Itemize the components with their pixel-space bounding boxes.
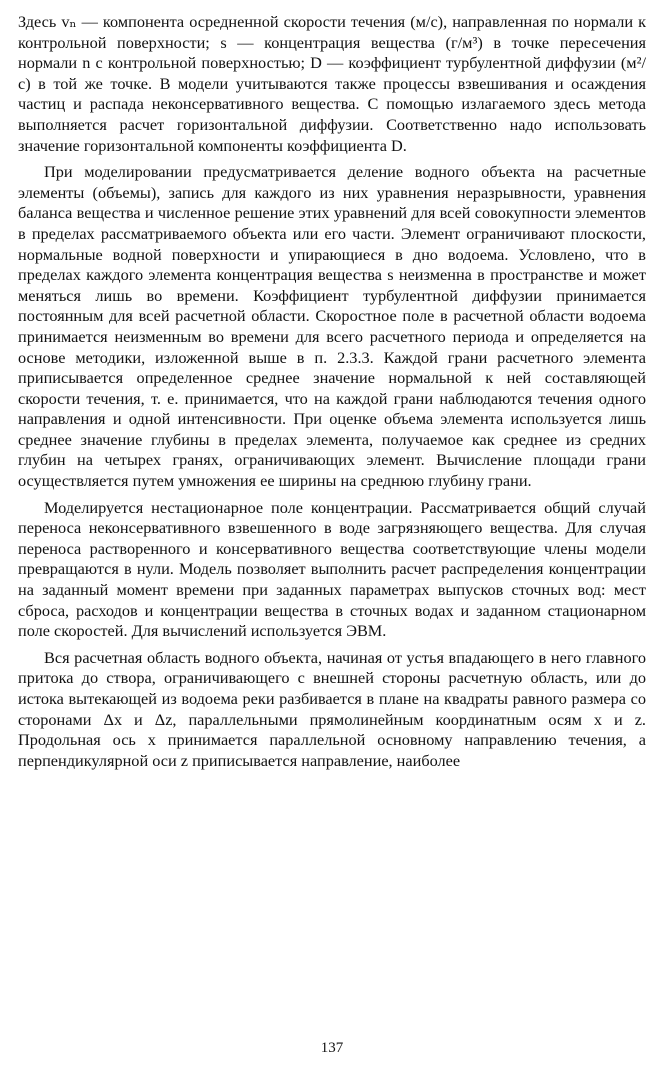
paragraph-3: Моделируется нестационарное поле концентрации. Рассматривается общий случай переноса неконсервативного взвешенного в воде загрязняющего вещества. Для случая переноса растворенного и консервативного вещества соответствующие члены модели превращаются в нули. Модель позволяет выполнить расчет распределения концентрации на заданный момент времени при заданных параметрах выпусков сточных вод: мест сброса, расходов и концентрации вещества в сточных водах и заданном стационарном поле скоростей. Для вычислений используется ЭВМ.	[18, 497, 646, 641]
paragraph-2: При моделировании предусматривается деление водного объекта на расчетные элементы (объемы), запись для каждого из них уравнения неразрывности, уравнения баланса вещества и численное решение этих уравнений для всей совокупности элементов в пределах рассматриваемого объекта или его части. Элемент ограничивают плоскости, нормальные водной поверхности и упирающиеся в дно водоема. Условлено, что в пределах каждого элемента концентрация вещества s неизменна в пространстве и может меняться лишь во времени. Коэффициент турбулентной диффузии принимается постоянным для всей расчетной области. Скоростное поле в расчетной области водоема принимается неизменным во времени для всего расчетного периода и определяется на основе методики, изложенной выше в п. 2.3.3. Каждой грани расчетного элемента приписывается определенное среднее значение нормальной к ней составляющей скорости течения, т. е. принимается, что на каждой грани наблюдаются течения одного направления и одной интенсивности. При оценке объема элемента используется лишь среднее значение глубины в пределах элемента, получаемое как среднее из средних глубин на четырех гранях, ограничивающих элемент. Вычисление площади грани осуществляется путем умножения ее ширины на среднюю глубину грани.	[18, 162, 646, 491]
page-body	[18, 12, 646, 771]
page-number: 137	[320, 1040, 344, 1056]
paragraph-4: Вся расчетная область водного объекта, начиная от устья впадающего в него главного притока до створа, ограничивающего с внешней стороны расчетную область, или до истока вытекающей из водоема реки разбивается в плане на квадраты равного размера со сторонами Δx и Δz, параллельными прямолинейным координатным осям x и z. Продольная ось x принимается параллельной основному направлению течения, а перпендикулярной оси z приписывается направление, наиболее	[18, 647, 646, 770]
paragraph-1: Здесь vₙ — компонента осредненной скорости течения (м/с), направленная по нормали к контрольной поверхности; s — концентрация вещества (г/м³) в точке пересечения нормали n с контрольной поверхностью; D — коэффициент турбулентной диффузии (м²/с) в той же точке. В модели учитываются также процессы взвешивания и осаждения частиц и распада неконсервативного вещества. С помощью излагаемого здесь метода выполняется расчет горизонтальной диффузии. Соответственно надо использовать значение горизонтальной компоненты коэффициента D.	[18, 12, 646, 155]
